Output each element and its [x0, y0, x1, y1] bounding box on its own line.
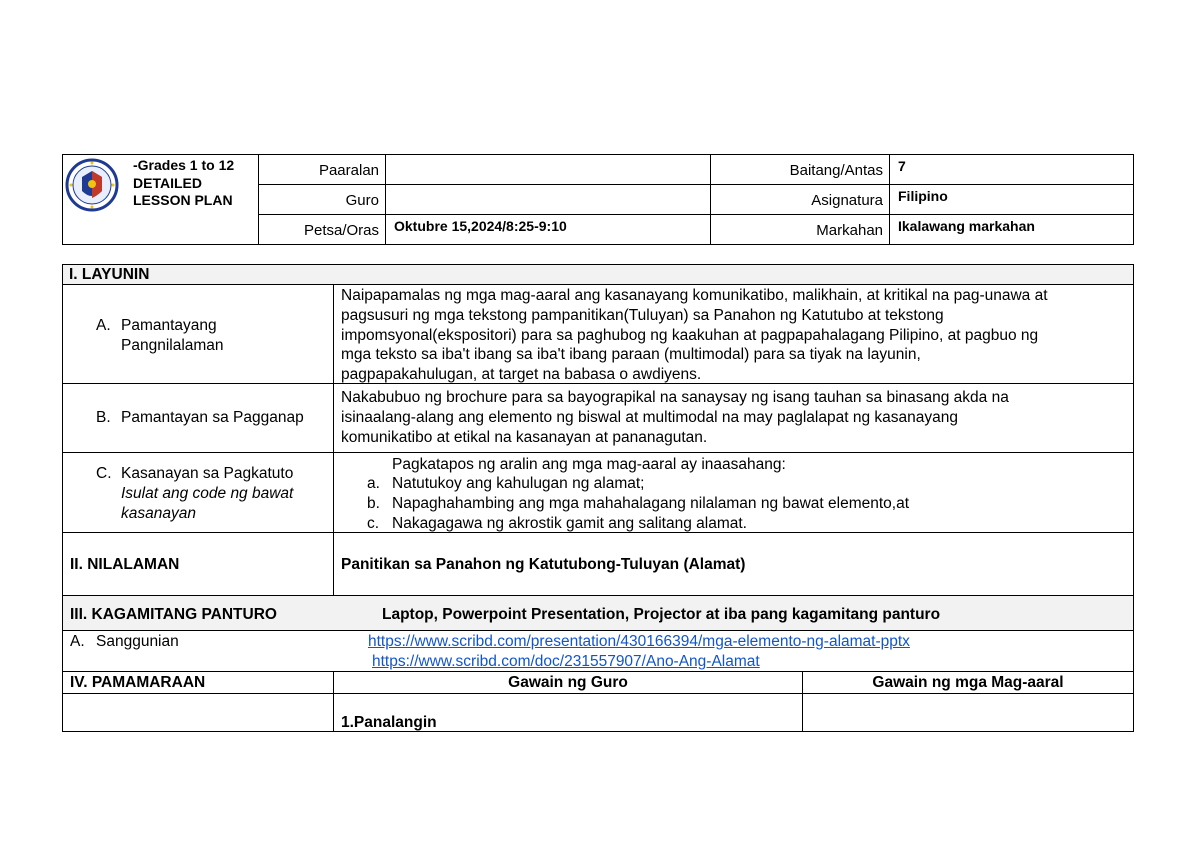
pamamaraan-step-label-cell: [62, 693, 334, 732]
guro-label-cell: [258, 184, 386, 215]
kasanayan-item-c: Nakagagawa ng akrostik gamit ang salitang alamat.: [392, 515, 747, 532]
petsa-value-cell: [385, 214, 711, 245]
kagamitan-value: Laptop, Powerpoint Presentation, Projector at iba pang kagamitang panturo: [382, 606, 941, 623]
sanggunian-link-2[interactable]: https://www.scribd.com/doc/231557907/Ano-Ang-Alamat: [372, 653, 760, 670]
guro-value-cell: [385, 184, 711, 215]
baitang-value: 7: [898, 158, 906, 174]
pagganap-line-3: komunikatibo at etikal na kasanayan at pananagutan.: [341, 429, 708, 446]
pamamaraan-step-guro-cell: [333, 693, 803, 732]
kasanayan-sub-line1: Isulat ang code ng bawat: [121, 485, 294, 502]
pagganap-label: Pamantayan sa Pagganap: [121, 409, 304, 426]
gawain-guro-header: Gawain ng Guro: [508, 674, 628, 691]
asignatura-value-cell: [889, 184, 1134, 215]
pamantayang-line-1: Naipapamalas ng mga mag-aaral ang kasanayang komunikatibo, malikhain, at kritikal na pag-unawa at: [341, 287, 1048, 304]
markahan-value-cell: [889, 214, 1134, 245]
kasanayan-item-b: Napaghahambing ang mga mahahalagang nilalaman ng bawat elemento,at: [392, 495, 910, 512]
nilalaman-value: Panitikan sa Panahon ng Katutubong-Tuluyan (Alamat): [341, 556, 746, 573]
pamamaraan-heading: IV. PAMAMARAAN: [70, 674, 206, 691]
panalangin-step: 1.Panalangin: [341, 714, 437, 731]
baitang-label: Baitang/Antas: [789, 162, 883, 179]
baitang-label-cell: [710, 154, 890, 185]
kasanayan-item-b-marker: b.: [367, 495, 380, 512]
kasanayan-item-a: Natutukoy ang kahulugan ng alamat;: [392, 475, 645, 492]
asignatura-value: Filipino: [898, 188, 948, 204]
kasanayan-sub-line2: kasanayan: [121, 505, 196, 522]
gawain-magaaral-header-cell: [802, 671, 1134, 694]
header-title-line1: -Grades 1 to 12: [133, 157, 235, 173]
kasanayan-label: Kasanayan sa Pagkatuto: [121, 465, 294, 482]
paaralan-value-cell: [385, 154, 711, 185]
kasanayan-label-cell: [62, 452, 334, 533]
pamantayang-content-cell: [333, 284, 1134, 384]
pamantayang-marker: A.: [96, 317, 111, 334]
asignatura-label-cell: [710, 184, 890, 215]
pamamaraan-heading-cell: [62, 671, 334, 694]
pamamaraan-step-magaaral-cell: [802, 693, 1134, 732]
pamantayang-line-2: pagsusuri ng mga tekstong pampanitikan(Tuluyan) sa Panahon ng Katutubo at tekstong: [341, 307, 944, 324]
asignatura-label: Asignatura: [811, 192, 883, 209]
pagganap-line-2: isinaalang-alang ang elemento ng biswal at multimodal na may paglalapat ng kasanayang: [341, 409, 958, 426]
sanggunian-label: Sanggunian: [96, 633, 179, 650]
pamantayang-line-3: impomsyonal(ekspositori) para sa paghubog ng kaakuhan at pagpapahalagang Pilipino, at pagbuo ng: [341, 327, 1039, 344]
baitang-value-cell: [889, 154, 1134, 185]
kasanayan-intro: Pagkatapos ng aralin ang mga mag-aaral ay inaasahang:: [392, 456, 786, 473]
sanggunian-marker: A.: [70, 633, 85, 650]
nilalaman-heading: II. NILALAMAN: [70, 556, 180, 573]
kasanayan-marker: C.: [96, 465, 112, 482]
guro-label: Guro: [345, 192, 379, 209]
markahan-label: Markahan: [816, 222, 883, 239]
petsa-label-cell: [258, 214, 386, 245]
kasanayan-item-a-marker: a.: [367, 475, 380, 492]
layunin-heading-row: [62, 264, 1134, 285]
layunin-heading: I. LAYUNIN: [69, 266, 150, 283]
pamantayang-line-5: pagpapakahulugan, at target na babasa o awdiyens.: [341, 366, 702, 383]
markahan-label-cell: [710, 214, 890, 245]
header-title-line2: DETAILED: [133, 175, 202, 191]
kasanayan-item-c-marker: c.: [367, 515, 380, 532]
paaralan-label-cell: [258, 154, 386, 185]
pamantayang-label-line2: Pangnilalaman: [121, 337, 224, 354]
gawain-magaaral-header: Gawain ng mga Mag-aaral: [872, 674, 1064, 691]
kagamitan-row: [62, 595, 1134, 631]
pagganap-marker: B.: [96, 409, 111, 426]
pamantayang-line-4: mga teksto sa iba't ibang sa iba't ibang paraan (multimodal) para sa tiyak na layunin,: [341, 346, 921, 363]
pamantayang-label-cell: [62, 284, 334, 384]
kasanayan-content-cell: [333, 452, 1134, 533]
petsa-label: Petsa/Oras: [303, 222, 379, 239]
markahan-value: Ikalawang markahan: [898, 218, 1035, 234]
deped-seal-icon: [65, 157, 119, 213]
sanggunian-row: [62, 630, 1134, 672]
header-title-line3: LESSON PLAN: [133, 192, 233, 208]
nilalaman-label-cell: [62, 532, 334, 596]
pagganap-label-cell: [62, 383, 334, 453]
pamantayang-label-line1: Pamantayang: [121, 317, 217, 334]
sanggunian-link-1[interactable]: https://www.scribd.com/presentation/430166394/mga-elemento-ng-alamat-pptx: [368, 633, 910, 650]
paaralan-label: Paaralan: [318, 162, 379, 179]
pagganap-line-1: Nakabubuo ng brochure para sa bayograpikal na sanaysay ng isang tauhan sa binasang akda na: [341, 389, 1009, 406]
pagganap-content-cell: [333, 383, 1134, 453]
petsa-value: Oktubre 15,2024/8:25-9:10: [394, 218, 567, 234]
gawain-guro-header-cell: [333, 671, 803, 694]
nilalaman-content-cell: [333, 532, 1134, 596]
kagamitan-heading: III. KAGAMITANG PANTURO: [70, 606, 277, 623]
